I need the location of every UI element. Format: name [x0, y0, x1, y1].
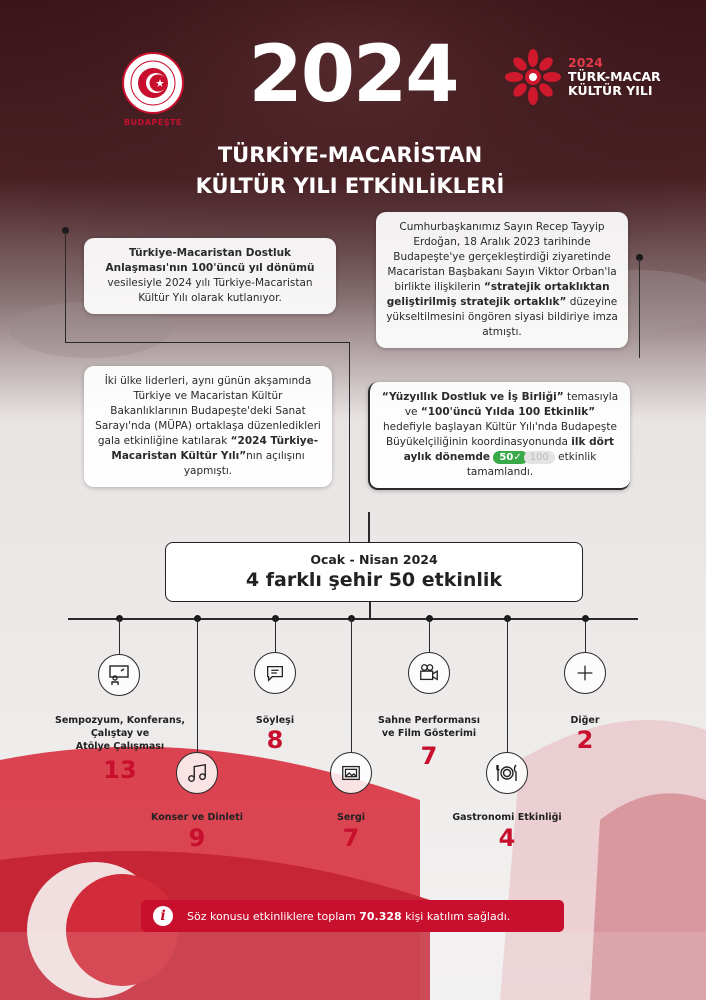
summary-headline: 4 farklı şehir 50 etkinlik [245, 569, 503, 591]
connector-line [65, 342, 349, 343]
chat-bubble-icon [254, 652, 296, 694]
logo-right-line-2: TÜRK-MACAR [568, 69, 661, 84]
category-exhibition-count: 7 [342, 824, 360, 852]
category-other-label: Diğer [570, 715, 600, 726]
summary-date: Ocak - Nisan 2024 [310, 552, 438, 567]
box4-bold-3: ilk dört aylık dönemde [403, 436, 615, 463]
info-icon: i [153, 906, 173, 926]
category-concert-label: Konser ve Dinleti [151, 812, 243, 823]
category-label-line: ve Film Gösterimi [381, 728, 477, 739]
target-count-badge: 100 [524, 451, 555, 464]
box4-text-1: temasıyla ve [404, 391, 619, 418]
drop-line [351, 618, 352, 752]
footer-total: 70.328 [359, 909, 402, 923]
category-label-line: Sempozyum, Konferans, [55, 715, 185, 726]
box4-bold-2: “100'üncü Yılda 100 Etkinlik” [420, 406, 596, 418]
box3-text-1: İki ülke liderleri, aynı günün akşamında Türkiye ve Macaristan Kültür Bakanlıklarının Budapeşte'deki Sanat Sarayı'nda (MÜPA) ortaklaşa düzenledikleri gala etkinliğine katılarak [95, 375, 321, 447]
info-box-strategic-partnership [376, 212, 628, 348]
box1-bold: Türkiye-Macaristan Dostluk Anlaşması'nın 100'üncü yıl dönümü [105, 247, 315, 274]
box4-text-2: hedefiyle başlayan Kültür Yılı'nda Budapeşte Büyükelçiliğinin koordinasyonunda [383, 421, 617, 448]
presentation-icon [98, 654, 140, 696]
category-workshops-count: 13 [103, 756, 137, 784]
category-label-line: Atölye Çalışması [75, 741, 165, 752]
category-exhibition-label: Sergi [336, 812, 366, 823]
title-line-1: TÜRKİYE-MACARİSTAN [217, 143, 483, 167]
category-label-line: Sahne Performansı [378, 715, 480, 726]
category-talk-count: 8 [266, 726, 284, 754]
category-gastronomy-count: 4 [498, 824, 516, 852]
page-title [150, 140, 550, 202]
summary-box [165, 542, 583, 602]
page-year: 2024 [248, 30, 458, 120]
connector-line [639, 258, 640, 358]
connector-line [369, 602, 371, 618]
connector-line [349, 342, 350, 542]
drop-line [275, 618, 276, 652]
box2-bold: “stratejik ortaklıktan geliştirilmiş stratejik ortaklık” [386, 281, 610, 308]
crescent-star-seal-icon [120, 50, 186, 116]
box4-text-3: etkinlik tamamlandı. [466, 451, 597, 478]
music-note-icon [176, 752, 218, 794]
box2-text-1: Cumhurbaşkanımız Sayın Recep Tayyip Erdoğan, 18 Aralık 2023 tarihinde Budapeşte'ye gerçekleştirdiği ziyaretinde Macaristan Başbakanı Sayın Viktor Orban'la birlikte ilişkilerin [387, 221, 617, 293]
video-camera-icon [408, 652, 450, 694]
drop-line [585, 618, 586, 652]
category-talk-label: Söyleşi [255, 715, 295, 726]
footer-text-1: Söz konusu etkinliklere toplam [187, 909, 360, 923]
drop-line [429, 618, 430, 652]
title-line-2: KÜLTÜR YILI ETKİNLİKLERİ [195, 174, 505, 198]
info-box-event-progress [368, 382, 630, 490]
connector-line [65, 231, 66, 343]
info-box-gala-opening [84, 366, 332, 487]
footer-text-2: kişi katılım sağladı. [401, 909, 511, 923]
connector-line [368, 512, 370, 542]
culture-year-logo-text [568, 56, 661, 98]
embassy-city-label: BUDAPEŞTE [124, 118, 182, 127]
box4-bold-1: “Yüzyıllık Dostluk ve İş Birliği” [381, 391, 564, 403]
drop-line [507, 618, 508, 752]
category-other-count: 2 [576, 726, 594, 754]
category-stage-film-label [359, 714, 499, 740]
logo-right-line-3: KÜLTÜR YILI [568, 83, 653, 98]
box3-bold: “2024 Türkiye-Macaristan Kültür Yılı” [111, 435, 319, 462]
category-stage-film-count: 7 [420, 742, 438, 770]
culture-year-flower-icon [504, 48, 562, 106]
category-workshops-label [40, 714, 200, 753]
info-box-friendship-anniversary [84, 238, 336, 314]
box3-text-2: nın açılışını yapmıştı. [183, 450, 305, 477]
participation-text [187, 910, 510, 923]
picture-frame-icon [330, 752, 372, 794]
drop-line [119, 618, 120, 654]
box2-text-2: düzeyine yükseltilmesini öngören siyasi bildiriye imza atmıştı. [386, 296, 618, 338]
plate-cutlery-icon [486, 752, 528, 794]
category-concert-count: 9 [188, 824, 206, 852]
category-label-line: Çalıştay ve [90, 728, 150, 739]
done-count-badge: 50✓ [493, 451, 527, 464]
participation-info-bar [141, 900, 564, 932]
logo-right-year: 2024 [568, 55, 603, 70]
plus-icon [564, 652, 606, 694]
embassy-emblem [120, 50, 186, 122]
category-gastronomy-label: Gastronomi Etkinliği [452, 812, 562, 823]
box1-text: vesilesiyle 2024 yılı Türkiye-Macaristan Kültür Yılı olarak kutlanıyor. [107, 277, 313, 304]
